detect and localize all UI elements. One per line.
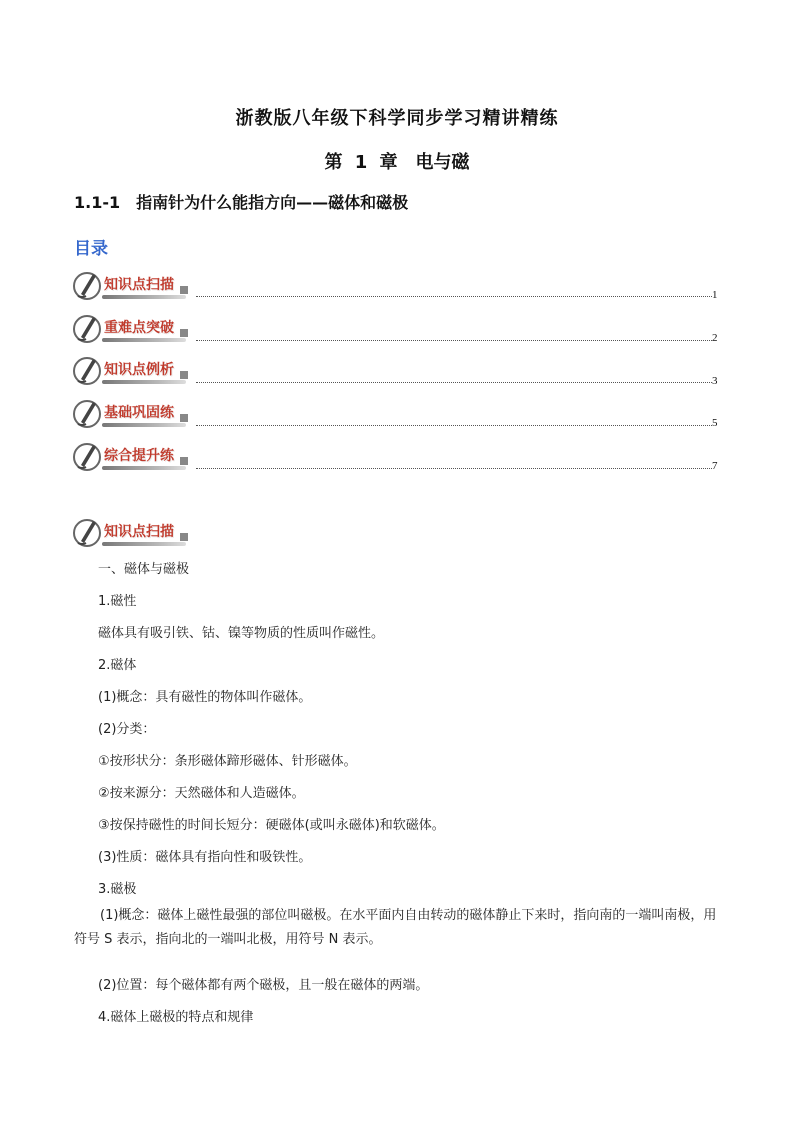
- toc-page-number: 2: [712, 332, 718, 344]
- toc-leader-line: [196, 468, 712, 469]
- section-badge-label: 知识点扫描: [102, 521, 186, 543]
- pen-icon: [72, 439, 102, 473]
- heading-magnets-and-poles: 一、磁体与磁极: [98, 562, 190, 577]
- text-by-source: ②按来源分：天然磁体和人造磁体。: [98, 786, 305, 801]
- pen-icon: [72, 396, 102, 430]
- text-magnet-properties: (3)性质：磁体具有指向性和吸铁性。: [98, 850, 312, 865]
- subheading-magnet: 2.磁体: [98, 658, 137, 673]
- section-badge: [72, 515, 188, 549]
- toc-leader-line: [196, 340, 712, 341]
- subheading-magnetism: 1.磁性: [98, 594, 137, 609]
- toc-heading: 目录: [74, 239, 108, 259]
- text-magnet-classification: (2)分类：: [98, 722, 156, 737]
- toc-page-number: 3: [712, 375, 718, 387]
- subheading-magnetic-pole: 3.磁极: [98, 882, 137, 897]
- toc-item-2[interactable]: [72, 311, 188, 345]
- toc-page-number: 7: [712, 460, 718, 472]
- toc-leader-line: [196, 382, 712, 383]
- toc-page-number: 1: [712, 289, 718, 301]
- text-pole-concept: (1)概念：磁体上磁性最强的部位叫磁极。在水平面内自由转动的磁体静止下来时，指向南的一端叫南极，用符号 S 表示，指向北的一端叫北极，用符号 N 表示。: [74, 908, 717, 947]
- toc-item-label: 基础巩固练: [102, 402, 186, 424]
- document-title: 浙教版八年级下科学同步学习精讲精练: [235, 108, 559, 129]
- toc-item-label: 知识点扫描: [102, 274, 186, 296]
- toc-page-number: 5: [712, 417, 718, 429]
- toc-item-4[interactable]: [72, 396, 188, 430]
- text-by-retention: ③按保持磁性的时间长短分：硬磁体(或叫永磁体)和软磁体。: [98, 818, 445, 833]
- subheading-pole-rules: 4.磁体上磁极的特点和规律: [98, 1010, 254, 1025]
- toc-item-3[interactable]: [72, 353, 188, 387]
- pen-icon: [72, 311, 102, 345]
- pen-icon: [72, 353, 102, 387]
- chapter-title: 第 1 章 电与磁: [324, 152, 470, 173]
- text-by-shape: ①按形状分：条形磁体蹄形磁体、针形磁体。: [98, 754, 357, 769]
- toc-item-label: 综合提升练: [102, 445, 186, 467]
- text-magnetism-definition: 磁体具有吸引铁、钴、镍等物质的性质叫作磁性。: [98, 626, 385, 641]
- toc-item-5[interactable]: [72, 439, 188, 473]
- toc-leader-line: [196, 296, 712, 297]
- toc-item-label: 知识点例析: [102, 359, 186, 381]
- text-magnet-concept: (1)概念：具有磁性的物体叫作磁体。: [98, 690, 312, 705]
- section-title: 1.1-1 指南针为什么能指方向——磁体和磁极: [74, 193, 409, 212]
- pen-icon: [72, 268, 102, 302]
- toc-item-1[interactable]: [72, 268, 188, 302]
- toc-leader-line: [196, 425, 712, 426]
- pen-icon: [72, 515, 102, 549]
- toc-item-label: 重难点突破: [102, 317, 186, 339]
- text-pole-position: (2)位置：每个磁体都有两个磁极，且一般在磁体的两端。: [98, 978, 429, 993]
